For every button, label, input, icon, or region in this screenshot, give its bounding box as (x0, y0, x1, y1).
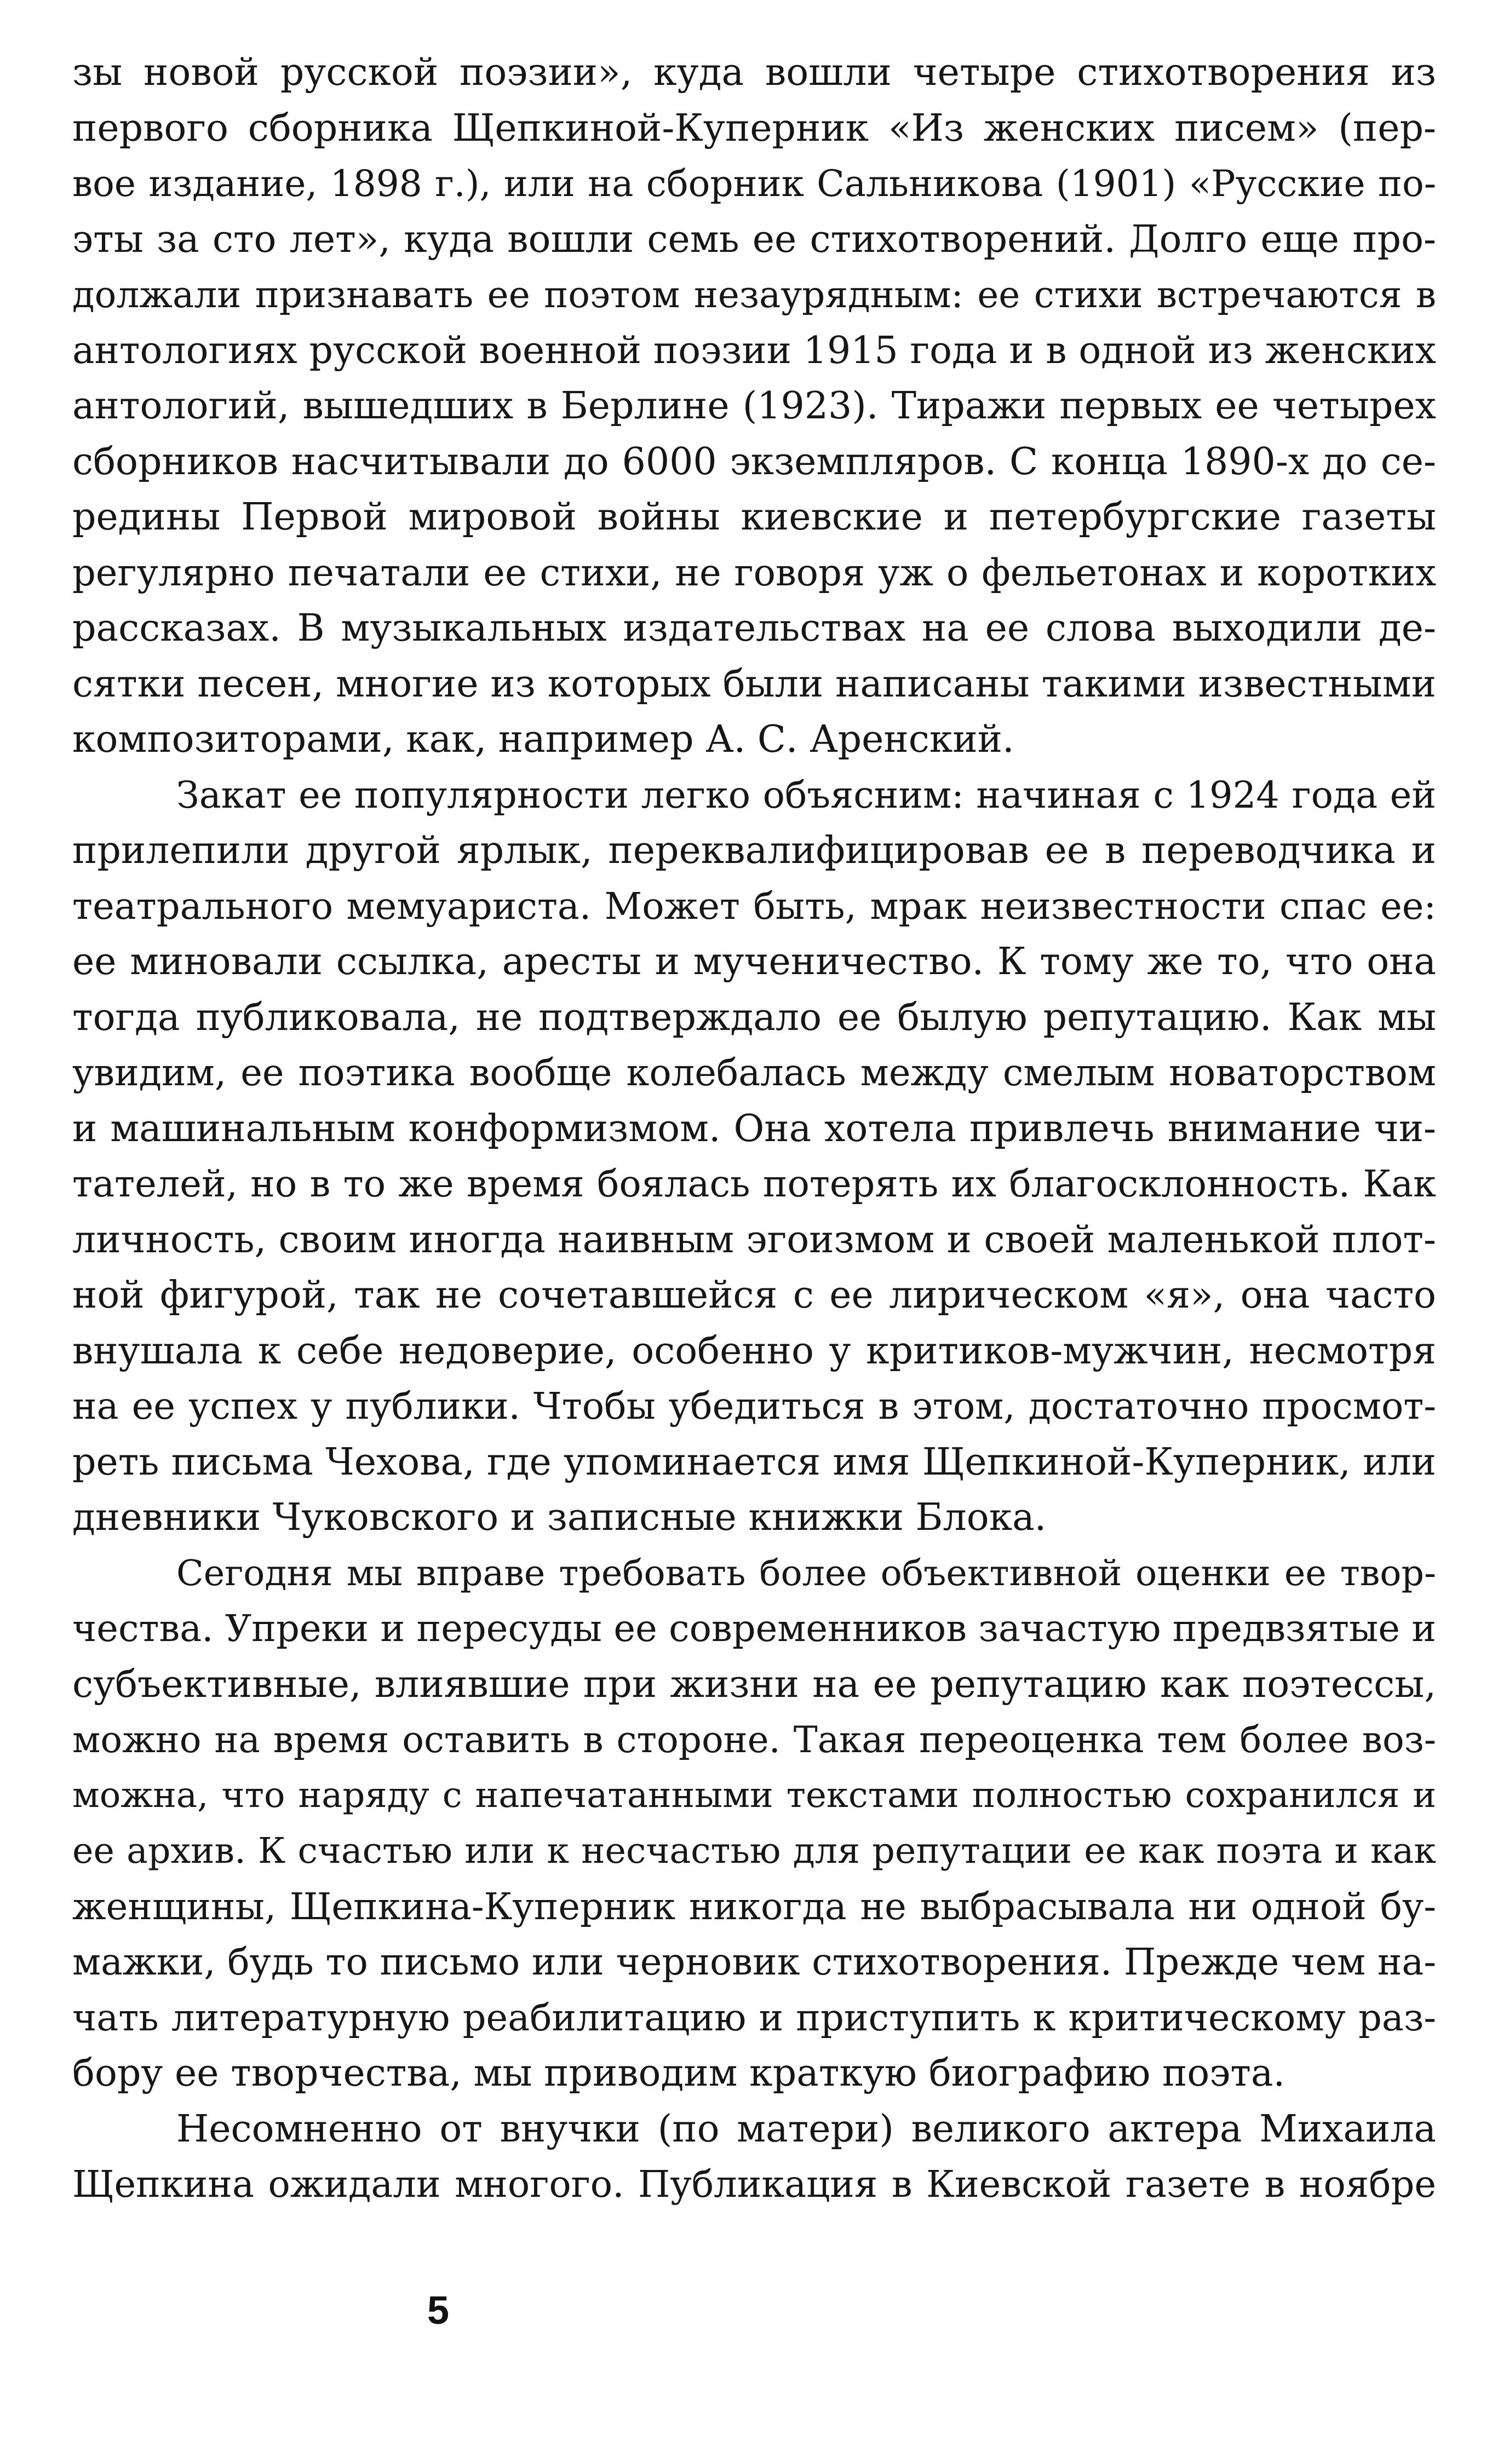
text-line: внушала к себе недоверие, особенно у критиков-мужчин, несмотря (72, 1329, 1436, 1373)
text-line: увидим, ее поэтика вообще колебалась между смелым новаторством (72, 1051, 1436, 1094)
text-line: эты за сто лет», куда вошли семь ее стихотворений. Долго еще про- (72, 218, 1436, 261)
text-line: сборников насчитывали до 6000 экземпляров. С конца 1890-х до се- (72, 440, 1436, 483)
text-line: Сегодня мы вправе требовать более объективной оценки ее твор- (176, 1553, 1436, 1594)
text-line: прилепили другой ярлык, переквалифицировав ее в переводчика и (72, 829, 1436, 872)
text-line: чать литературную реабилитацию и приступить к критическому раз- (72, 1996, 1436, 2039)
text-line: субъективные, влиявшие при жизни на ее репутацию как поэтессы, (72, 1663, 1436, 1706)
text-line: ее миновали ссылка, аресты и мученичество. К тому же то, что она (72, 940, 1436, 983)
text-line: тогда публиковала, не подтверждало ее былую репутацию. Как мы (72, 996, 1436, 1039)
text-line: композиторами, как, например А. С. Аренский. (72, 718, 1014, 761)
text-line: должали признавать ее поэтом незаурядным: ее стихи встречаются в (72, 274, 1436, 316)
text-line: и машинальным конформизмом. Она хотела привлечь внимание чи- (72, 1107, 1436, 1150)
text-line: зы новой русской поэзии», куда вошли четыре стихотворения из (72, 51, 1436, 94)
text-line: женщины, Щепкина-Куперник никогда не выбрасывала ни одной бу- (72, 1885, 1436, 1928)
text-line: вое издание, 1898 г.), или на сборник Сальникова (1901) «Русские по- (72, 163, 1436, 205)
text-line: Закат ее популярности легко объясним: начиная с 1924 года ей (176, 774, 1436, 816)
page-number: 5 (427, 2289, 450, 2333)
text-line: можно на время оставить в стороне. Такая переоценка тем более воз- (72, 1719, 1436, 1761)
text-line: на ее успех у публики. Чтобы убедиться в этом, достаточно просмот- (72, 1385, 1436, 1427)
text-line: реть письма Чехова, где упоминается имя Щепкиной-Куперник, или (72, 1441, 1436, 1484)
text-line: бору ее творчества, мы приводим краткую биографию поэта. (72, 2052, 1286, 2095)
text-line: сятки песен, многие из которых были написаны такими известными (72, 663, 1436, 706)
text-line: мажки, будь то письмо или черновик стихотворения. Прежде чем на- (72, 1941, 1436, 1983)
text-line: ее архив. К счастью или к несчастью для репутации ее как поэта и как (72, 1830, 1436, 1872)
text-line: Щепкина ожидали многого. Публикация в Киевской газете в ноябре (72, 2163, 1436, 2206)
text-line: тателей, но в то же время боялась потерять их благосклонность. Как (72, 1162, 1436, 1205)
text-line: личность, своим иногда наивным эгоизмом и своей маленькой плот- (72, 1218, 1436, 1262)
text-line: редины Первой мировой войны киевские и петербургские газеты (72, 496, 1436, 539)
text-line: рассказах. В музыкальных издательствах на ее слова выходили де- (72, 607, 1436, 650)
text-line: театрального мемуариста. Может быть, мрак неизвестности спас ее: (72, 885, 1436, 928)
text-line: антологиях русской военной поэзии 1915 года и в одной из женских (72, 329, 1436, 372)
text-line: чества. Упреки и пересуды ее современников зачастую предвзятые и (72, 1607, 1436, 1650)
text-line: антологий, вышедших в Берлине (1923). Тиражи первых ее четырех (72, 384, 1436, 428)
text-line: регулярно печатали ее стихи, не говоря уж о фельетонах и коротких (72, 551, 1436, 594)
text-line: можна, что наряду с напечатанными текстами полностью сохранился и (72, 1775, 1436, 1816)
text-line: дневники Чуковского и записные книжки Блока. (72, 1496, 1047, 1539)
text-line: первого сборника Щепкиной-Куперник «Из женских писем» (пер- (72, 107, 1436, 150)
text-line: ной фигурой, так не сочетавшейся с ее лирическом «я», она часто (72, 1274, 1436, 1317)
text-line: Несомненно от внучки (по матери) великого актера Михаила (176, 2108, 1436, 2151)
